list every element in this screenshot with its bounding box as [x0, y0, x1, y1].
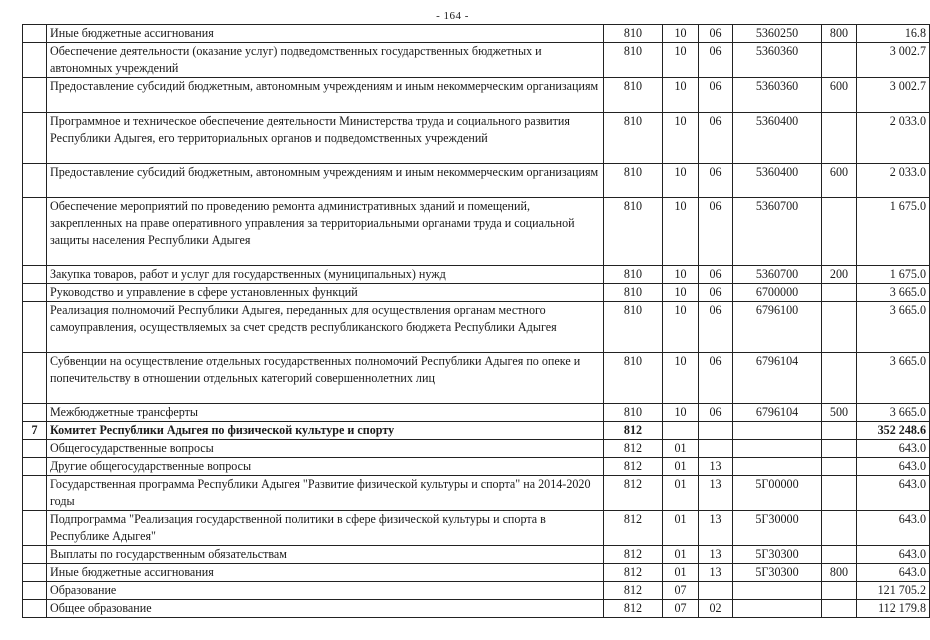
row-target-article-code: 5Г00000 [733, 476, 822, 511]
row-target-article-code [733, 582, 822, 600]
row-sum: 1 675.0 [857, 266, 930, 284]
row-grbs-code: 812 [604, 422, 663, 440]
row-expense-type-code [822, 422, 857, 440]
row-expense-type-code: 800 [822, 25, 857, 43]
row-sum: 3 665.0 [857, 302, 930, 353]
row-name: Закупка товаров, работ и услуг для государственных (муниципальных) нужд [47, 266, 604, 284]
table-row [23, 582, 930, 600]
row-number [23, 440, 47, 458]
row-sum: 643.0 [857, 546, 930, 564]
row-target-article-code [733, 600, 822, 618]
row-expense-type-code: 600 [822, 78, 857, 113]
row-sum: 16.8 [857, 25, 930, 43]
row-target-article-code: 5Г30300 [733, 546, 822, 564]
row-grbs-code: 810 [604, 43, 663, 78]
table-row [23, 564, 930, 582]
row-grbs-code: 810 [604, 266, 663, 284]
row-grbs-code: 812 [604, 564, 663, 582]
row-section-code: 01 [663, 476, 699, 511]
row-sum: 3 665.0 [857, 404, 930, 422]
table-row [23, 164, 930, 198]
row-sum: 643.0 [857, 440, 930, 458]
row-name: Образование [47, 582, 604, 600]
table-row [23, 546, 930, 564]
row-grbs-code: 812 [604, 600, 663, 618]
row-target-article-code: 6796104 [733, 404, 822, 422]
row-expense-type-code [822, 440, 857, 458]
table-row [23, 440, 930, 458]
table-row [23, 284, 930, 302]
row-number [23, 511, 47, 546]
row-sum: 1 675.0 [857, 198, 930, 266]
row-expense-type-code [822, 458, 857, 476]
row-number [23, 284, 47, 302]
row-expense-type-code [822, 476, 857, 511]
row-expense-type-code [822, 284, 857, 302]
row-section-code: 10 [663, 113, 699, 164]
table-row [23, 198, 930, 266]
row-number [23, 564, 47, 582]
row-expense-type-code: 800 [822, 564, 857, 582]
row-name: Обеспечение мероприятий по проведению ремонта административных зданий и помещений, закрепленных на праве оперативного управления за территориальными органами труда и социальной защиты населения Республики Адыгея [47, 198, 604, 266]
row-subsection-code: 02 [699, 600, 733, 618]
row-name: Предоставление субсидий бюджетным, автономным учреждениям и иным некоммерческим организациям [47, 78, 604, 113]
row-target-article-code: 5Г30000 [733, 511, 822, 546]
row-sum: 2 033.0 [857, 164, 930, 198]
row-name: Руководство и управление в сфере установленных функций [47, 284, 604, 302]
row-subsection-code: 06 [699, 198, 733, 266]
row-name: Выплаты по государственным обязательствам [47, 546, 604, 564]
row-subsection-code: 06 [699, 266, 733, 284]
row-number [23, 266, 47, 284]
row-name: Реализация полномочий Республики Адыгея, переданных для осуществления органам местного самоуправления, осуществляемых за счет средств республиканского бюджета Республики Адыгея [47, 302, 604, 353]
row-section-code: 10 [663, 198, 699, 266]
row-section-code: 10 [663, 164, 699, 198]
row-subsection-code [699, 582, 733, 600]
row-expense-type-code [822, 582, 857, 600]
table-row [23, 266, 930, 284]
row-section-code: 10 [663, 353, 699, 404]
row-sum: 643.0 [857, 511, 930, 546]
row-target-article-code: 5360700 [733, 266, 822, 284]
table-row [23, 43, 930, 78]
row-sum: 3 665.0 [857, 353, 930, 404]
row-expense-type-code: 200 [822, 266, 857, 284]
row-subsection-code: 06 [699, 78, 733, 113]
budget-table-body [23, 25, 930, 618]
row-expense-type-code [822, 302, 857, 353]
row-section-code: 07 [663, 582, 699, 600]
row-subsection-code [699, 422, 733, 440]
row-expense-type-code [822, 113, 857, 164]
row-subsection-code: 06 [699, 353, 733, 404]
row-grbs-code: 812 [604, 476, 663, 511]
row-subsection-code: 13 [699, 546, 733, 564]
row-name: Программное и техническое обеспечение деятельности Министерства труда и социального развития Республики Адыгея, его территориальных органов и подведомственных учреждений [47, 113, 604, 164]
row-grbs-code: 810 [604, 353, 663, 404]
table-row [23, 25, 930, 43]
table-row [23, 113, 930, 164]
row-number [23, 164, 47, 198]
table-row [23, 458, 930, 476]
row-subsection-code: 06 [699, 43, 733, 78]
row-expense-type-code: 600 [822, 164, 857, 198]
row-name: Общее образование [47, 600, 604, 618]
row-expense-type-code [822, 353, 857, 404]
row-number [23, 546, 47, 564]
row-section-code: 01 [663, 546, 699, 564]
row-subsection-code: 06 [699, 302, 733, 353]
row-name: Подпрограмма "Реализация государственной политики в сфере физической культуры и спорта в Республике Адыгея" [47, 511, 604, 546]
row-sum: 3 665.0 [857, 284, 930, 302]
row-grbs-code: 810 [604, 78, 663, 113]
row-number [23, 43, 47, 78]
row-expense-type-code [822, 600, 857, 618]
page-number: - 164 - [436, 10, 469, 22]
row-grbs-code: 810 [604, 113, 663, 164]
row-target-article-code: 5Г30300 [733, 564, 822, 582]
table-row [23, 353, 930, 404]
table-row [23, 302, 930, 353]
row-target-article-code: 5360250 [733, 25, 822, 43]
row-expense-type-code [822, 546, 857, 564]
row-section-code: 10 [663, 284, 699, 302]
row-number [23, 113, 47, 164]
row-sum: 643.0 [857, 458, 930, 476]
row-number [23, 353, 47, 404]
row-section-code: 01 [663, 458, 699, 476]
row-grbs-code: 810 [604, 404, 663, 422]
row-sum: 3 002.7 [857, 78, 930, 113]
row-grbs-code: 810 [604, 25, 663, 43]
row-grbs-code: 812 [604, 511, 663, 546]
row-target-article-code: 6700000 [733, 284, 822, 302]
row-subsection-code: 06 [699, 404, 733, 422]
row-target-article-code [733, 458, 822, 476]
row-sum: 352 248.6 [857, 422, 930, 440]
row-expense-type-code [822, 43, 857, 78]
row-name: Другие общегосударственные вопросы [47, 458, 604, 476]
row-grbs-code: 810 [604, 198, 663, 266]
row-name: Предоставление субсидий бюджетным, автономным учреждениям и иным некоммерческим организациям [47, 164, 604, 198]
row-sum: 643.0 [857, 476, 930, 511]
row-number [23, 198, 47, 266]
row-grbs-code: 812 [604, 458, 663, 476]
row-section-code: 10 [663, 302, 699, 353]
row-subsection-code: 06 [699, 25, 733, 43]
row-grbs-code: 810 [604, 284, 663, 302]
row-target-article-code [733, 440, 822, 458]
row-number [23, 25, 47, 43]
row-sum: 2 033.0 [857, 113, 930, 164]
table-row [23, 511, 930, 546]
row-target-article-code: 5360360 [733, 43, 822, 78]
row-sum: 3 002.7 [857, 43, 930, 78]
row-name: Обеспечение деятельности (оказание услуг) подведомственных государственных бюджетных и автономных учреждений [47, 43, 604, 78]
row-sum: 643.0 [857, 564, 930, 582]
row-subsection-code: 13 [699, 511, 733, 546]
row-grbs-code: 812 [604, 582, 663, 600]
row-sum: 121 705.2 [857, 582, 930, 600]
row-section-code: 10 [663, 78, 699, 113]
row-number [23, 302, 47, 353]
row-target-article-code: 5360400 [733, 113, 822, 164]
row-section-code: 01 [663, 440, 699, 458]
row-name: Комитет Республики Адыгея по физической культуре и спорту [47, 422, 604, 440]
row-subsection-code: 06 [699, 164, 733, 198]
row-subsection-code: 13 [699, 476, 733, 511]
row-number [23, 600, 47, 618]
row-name: Общегосударственные вопросы [47, 440, 604, 458]
row-target-article-code: 5360360 [733, 78, 822, 113]
row-subsection-code: 13 [699, 564, 733, 582]
table-row [23, 476, 930, 511]
table-row [23, 78, 930, 113]
row-name: Субвенции на осуществление отдельных государственных полномочий Республики Адыгея по опеке и попечительству в отношении отдельных категорий совершеннолетних лиц [47, 353, 604, 404]
row-grbs-code: 812 [604, 440, 663, 458]
row-name: Иные бюджетные ассигнования [47, 25, 604, 43]
row-target-article-code: 6796100 [733, 302, 822, 353]
row-number [23, 582, 47, 600]
table-row [23, 404, 930, 422]
row-subsection-code: 13 [699, 458, 733, 476]
row-section-code: 01 [663, 564, 699, 582]
row-number: 7 [23, 422, 47, 440]
row-subsection-code: 06 [699, 284, 733, 302]
row-section-code [663, 422, 699, 440]
row-name: Иные бюджетные ассигнования [47, 564, 604, 582]
row-subsection-code: 06 [699, 113, 733, 164]
table-row [23, 422, 930, 440]
row-number [23, 458, 47, 476]
row-section-code: 10 [663, 25, 699, 43]
row-section-code: 07 [663, 600, 699, 618]
row-section-code: 10 [663, 404, 699, 422]
row-number [23, 78, 47, 113]
row-grbs-code: 810 [604, 302, 663, 353]
row-grbs-code: 812 [604, 546, 663, 564]
row-sum: 112 179.8 [857, 600, 930, 618]
row-grbs-code: 810 [604, 164, 663, 198]
row-target-article-code [733, 422, 822, 440]
row-expense-type-code [822, 511, 857, 546]
budget-table [22, 24, 930, 618]
row-name: Межбюджетные трансферты [47, 404, 604, 422]
row-section-code: 01 [663, 511, 699, 546]
row-target-article-code: 5360700 [733, 198, 822, 266]
row-number [23, 476, 47, 511]
table-row [23, 600, 930, 618]
row-section-code: 10 [663, 266, 699, 284]
row-target-article-code: 6796104 [733, 353, 822, 404]
row-target-article-code: 5360400 [733, 164, 822, 198]
row-subsection-code [699, 440, 733, 458]
row-expense-type-code [822, 198, 857, 266]
row-number [23, 404, 47, 422]
row-expense-type-code: 500 [822, 404, 857, 422]
row-name: Государственная программа Республики Адыгея "Развитие физической культуры и спорта" на 2014-2020 годы [47, 476, 604, 511]
row-section-code: 10 [663, 43, 699, 78]
